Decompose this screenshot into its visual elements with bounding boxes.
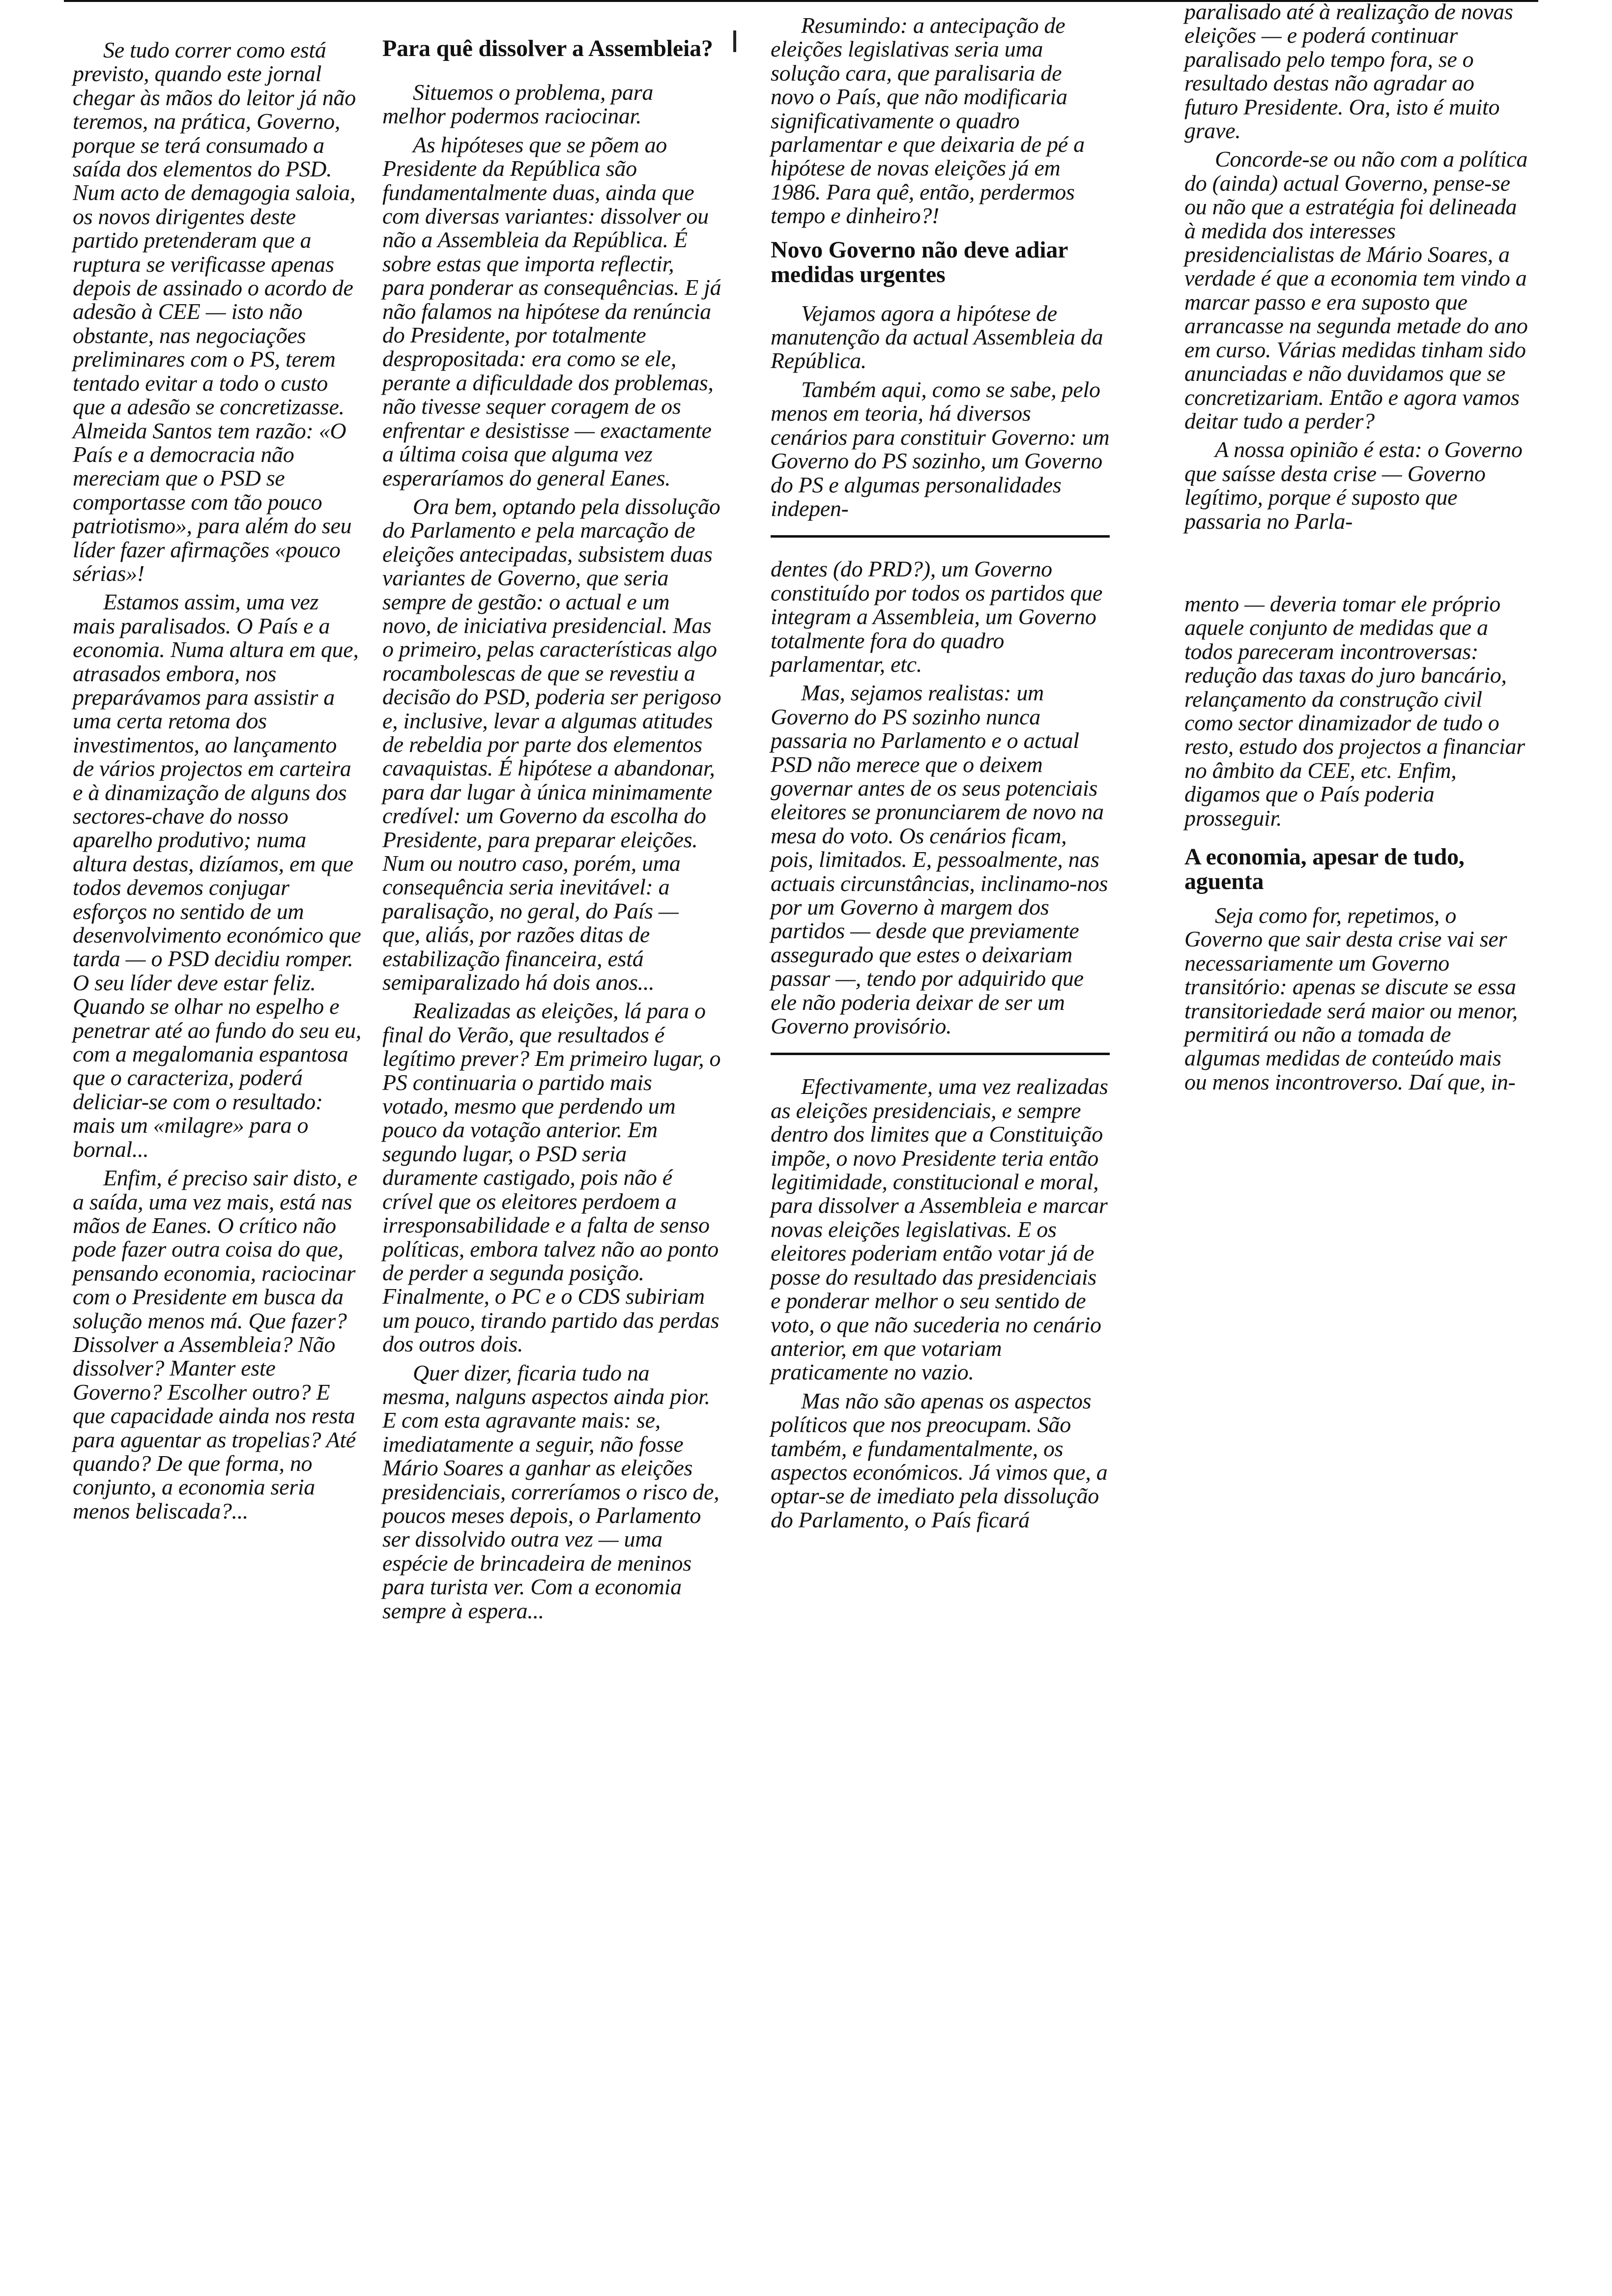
section-divider [771,535,1110,538]
col2-paragraph: As hipóteses que se põem ao Presidente da República são fundamentalmente duas, ainda que com diversas variantes: dissolver ou não a Assembleia da República. É sobre estas que importa reflectir, para ponderar as consequências. E já não falamos na hipótese da renúncia do Presidente, por totalmente despropositada: era como se ele, perante a dificuldade dos problemas, não tivesse sequer coragem de os enfrentar e desistisse — exactamente a última coisa que alguma vez esperaríamos do general Eanes. [382,132,721,490]
col4-paragraph: mento — deveria tomar ele próprio aquele conjunto de medidas que a todos pareceram incontroversas: redução das taxas do juro bancário, relançamento da construção civil como sector dinamizador de tudo o resto, estudo dos projectos a financiar no âmbito da CEE, etc. Enfim, digamos que o País poderia prosseguir. [1184,591,1525,831]
col3-paragraph: Vejamos agora a hipótese de manutenção da actual Assembleia da República. [771,300,1103,373]
col1-paragraph: Estamos assim, uma vez mais paralisados. O País e a economia. Numa altura em que, atrasados embora, nos preparávamos para assistir a uma certa retoma dos investimentos, ao lançamento de vários projectos em carteira e à dinamização de alguns dos sectores-chave do nosso aparelho produtivo; numa altura destas, dizíamos, em que todos devemos conjugar esforços no sentido de um desenvolvimento económico que tarda — o PSD decidiu romper. O seu líder deve estar feliz. Quando se olhar no espelho e penetrar até ao fundo do seu eu, com a megalomania espantosa que o caracteriza, poderá deliciar-se com o resultado: mais um «milagre» para o bornal... [73,589,362,1162]
col2-paragraph: Ora bem, optando pela dissolução do Parlamento e pela marcação de eleições antecipadas, subsistem duas variantes de Governo, que seria sempre de gestão: o actual e um novo, de iniciativa presidencial. Mas o primeiro, pelas características algo rocambolescas de que se revestiu a decisão do PSD, poderia ser perigoso e, inclusive, levar a algumas atitudes de rebeldia por parte dos elementos cavaquistas. É hipótese a abandonar, para dar lugar à única minimamente credível: um Governo da escolha do Presidente, para preparar eleições. Num ou noutro caso, porém, uma consequência seria inevitável: a paralisação, no geral, do País — que, aliás, por razões ditas de estabilização financeira, está semiparalizado há dois anos... [382,493,721,995]
col2-paragraph: Situemos o problema, para melhor podermos raciocinar. [382,80,654,129]
col1-paragraph: Enfim, é preciso sair disto, e a saída, uma vez mais, está nas mãos de Eanes. O crítico não pode fazer outra coisa do que, pensando economia, raciocinar com o Presidente em busca da solução menos má. Que fazer? Dissolver a Assembleia? Não dissolver? Manter este Governo? Escolher outro? E que capacidade ainda nos resta para aguentar as tropelias? Até quando? De que forma, no conjunto, a economia seria menos beliscada?... [73,1165,357,1523]
column-marker [733,30,736,52]
col3-paragraph: Mas, sejamos realistas: um Governo do PS sozinho nunca passaria no Parlamento e o actual PSD não merece que o deixem governar antes de os seus potenciais eleitores se pronunciarem de novo na mesa do voto. Os cenários ficam, pois, limitados. E, pessoalmente, nas actuais circunstâncias, inclinamo-nos por um Governo à margem dos partidos — desde que previamente assegurado que estes o deixariam passar —, tendo por adquirido que ele não poderia deixar de ser um Governo provisório. [771,680,1108,1039]
section-heading-dissolver: Para quê dissolver a Assembleia? [382,35,713,61]
col4-paragraph: Seja como for, repetimos, o Governo que sair desta crise vai ser necessariamente um Governo transitório: apenas se discute se essa transitoriedade será maior ou menor, permitirá ou não a tomada de algumas medidas de conteúdo mais ou menos incontroverso. Daí que, in- [1184,903,1518,1094]
column-gap [1184,538,1528,592]
column-1 [73,38,363,2296]
col1-paragraph: Se tudo correr como está previsto, quando este jornal chegar às mãos do leitor já não teremos, na prática, Governo, porque se terá consumado a saída dos elementos do PSD. Num acto de demagogia saloia, os novos dirigentes deste partido pretenderam que a ruptura se verificasse apenas depois de assinado o acordo de adesão à CEE — isto não obstante, nas negociações preliminares com o PS, terem tentado evitar a todo o custo que a adesão se concretizasse. Almeida Santos tem razão: «O País e a democracia não mereciam que o PSD se comportasse com tão pouco patriotismo», para além do seu líder fazer afirmações «pouco sérias»! [73,37,356,586]
section-heading-novo-governo: Novo Governo não deve adiar medidas urgentes [771,236,1068,287]
column-4 [1184,0,1528,2296]
col3-paragraph: Efectivamente, uma vez realizadas as eleições presidenciais, e sempre dentro dos limites que a Constituição impõe, o novo Presidente teria então legitimidade, constitucional e moral, para dissolver a Assembleia e marcar novas eleições legislativas. E os eleitores poderiam então votar já de posse do resultado das presidenciais e ponderar melhor o seu sentido de voto, o que não sucederia no cenário anterior, em que votariam praticamente no vazio. [771,1074,1108,1385]
col2-paragraph: Quer dizer, ficaria tudo na mesma, nalguns aspectos ainda pior. E com esta agravante mais: se, imediatamente a seguir, não fosse Mário Soares a ganhar as eleições presidenciais, correríamos o risco de, poucos meses depois, o Parlamento ser dissolvido outra vez — uma espécie de brincadeira de meninos para turista ver. Com a economia sempre à espera... [382,1360,720,1623]
col4-paragraph: A nossa opinião é esta: o Governo que saísse desta crise — Governo legítimo, porque é suposto que passaria no Parla- [1184,437,1523,534]
section-heading-economia: A economia, apesar de tudo, aguenta [1184,844,1465,894]
column-2 [382,29,721,2296]
col4-paragraph: Concorde-se ou não com a política do (ainda) actual Governo, pense-se ou não que a estratégia foi delineada à medida dos interesses presidencialistas de Mário Soares, a verdade é que a economia tem vindo a marcar passo e era suposto que arrancasse na segunda metade do ano em curso. Várias medidas tinham sido anunciadas e não duvidamos que se concretizariam. Então e agora vamos deitar tudo a perder? [1184,146,1528,433]
section-divider [771,1053,1110,1055]
col3-paragraph: Mas não são apenas os aspectos políticos que nos preocupam. São também, e fundamentalmente, os aspectos económicos. Já vimos que, a optar-se de imediato pela dissolução do Parlamento, o País ficará [771,1388,1108,1532]
col3-paragraph: Também aqui, como se sabe, pelo menos em teoria, há diversos cenários para constituir Governo: um Governo do PS sozinho, um Governo do PS e algumas personalidades indepen- [771,376,1110,521]
col2-paragraph: Realizadas as eleições, lá para o final do Verão, que resultados é legítimo prever? Em primeiro lugar, o PS continuaria o partido mais votado, mesmo que perdendo um pouco da votação anterior. Em segundo lugar, o PSD seria duramente castigado, pois não é crível que os eleitores perdoem a irresponsabilidade e a falta de senso políticas, embora talvez não ao ponto de perder a segunda posição. Finalmente, o PC e o CDS subiriam um pouco, tirando partido das perdas dos outros dois. [382,998,721,1357]
col3-paragraph: dentes (do PRD?), um Governo constituído por todos os partidos que integram a Assembleia, um Governo totalmente fora do quadro parlamentar, etc. [771,556,1103,677]
column-3 [771,14,1110,2296]
col4-paragraph: paralisado até à realização de novas eleições — e poderá continuar paralisado pelo tempo fora, se o resultado destas não agradar ao futuro Presidente. Ora, isto é muito grave. [1184,0,1513,144]
col3-summary: Resumindo: a antecipação de eleições legislativas seria uma solução cara, que paralisaria de novo o País, que não modificaria significativamente o quadro parlamentar e que deixaria de pé a hipótese de novas eleições já em 1986. Para quê, então, perdermos tempo e dinheiro?! [771,13,1085,229]
